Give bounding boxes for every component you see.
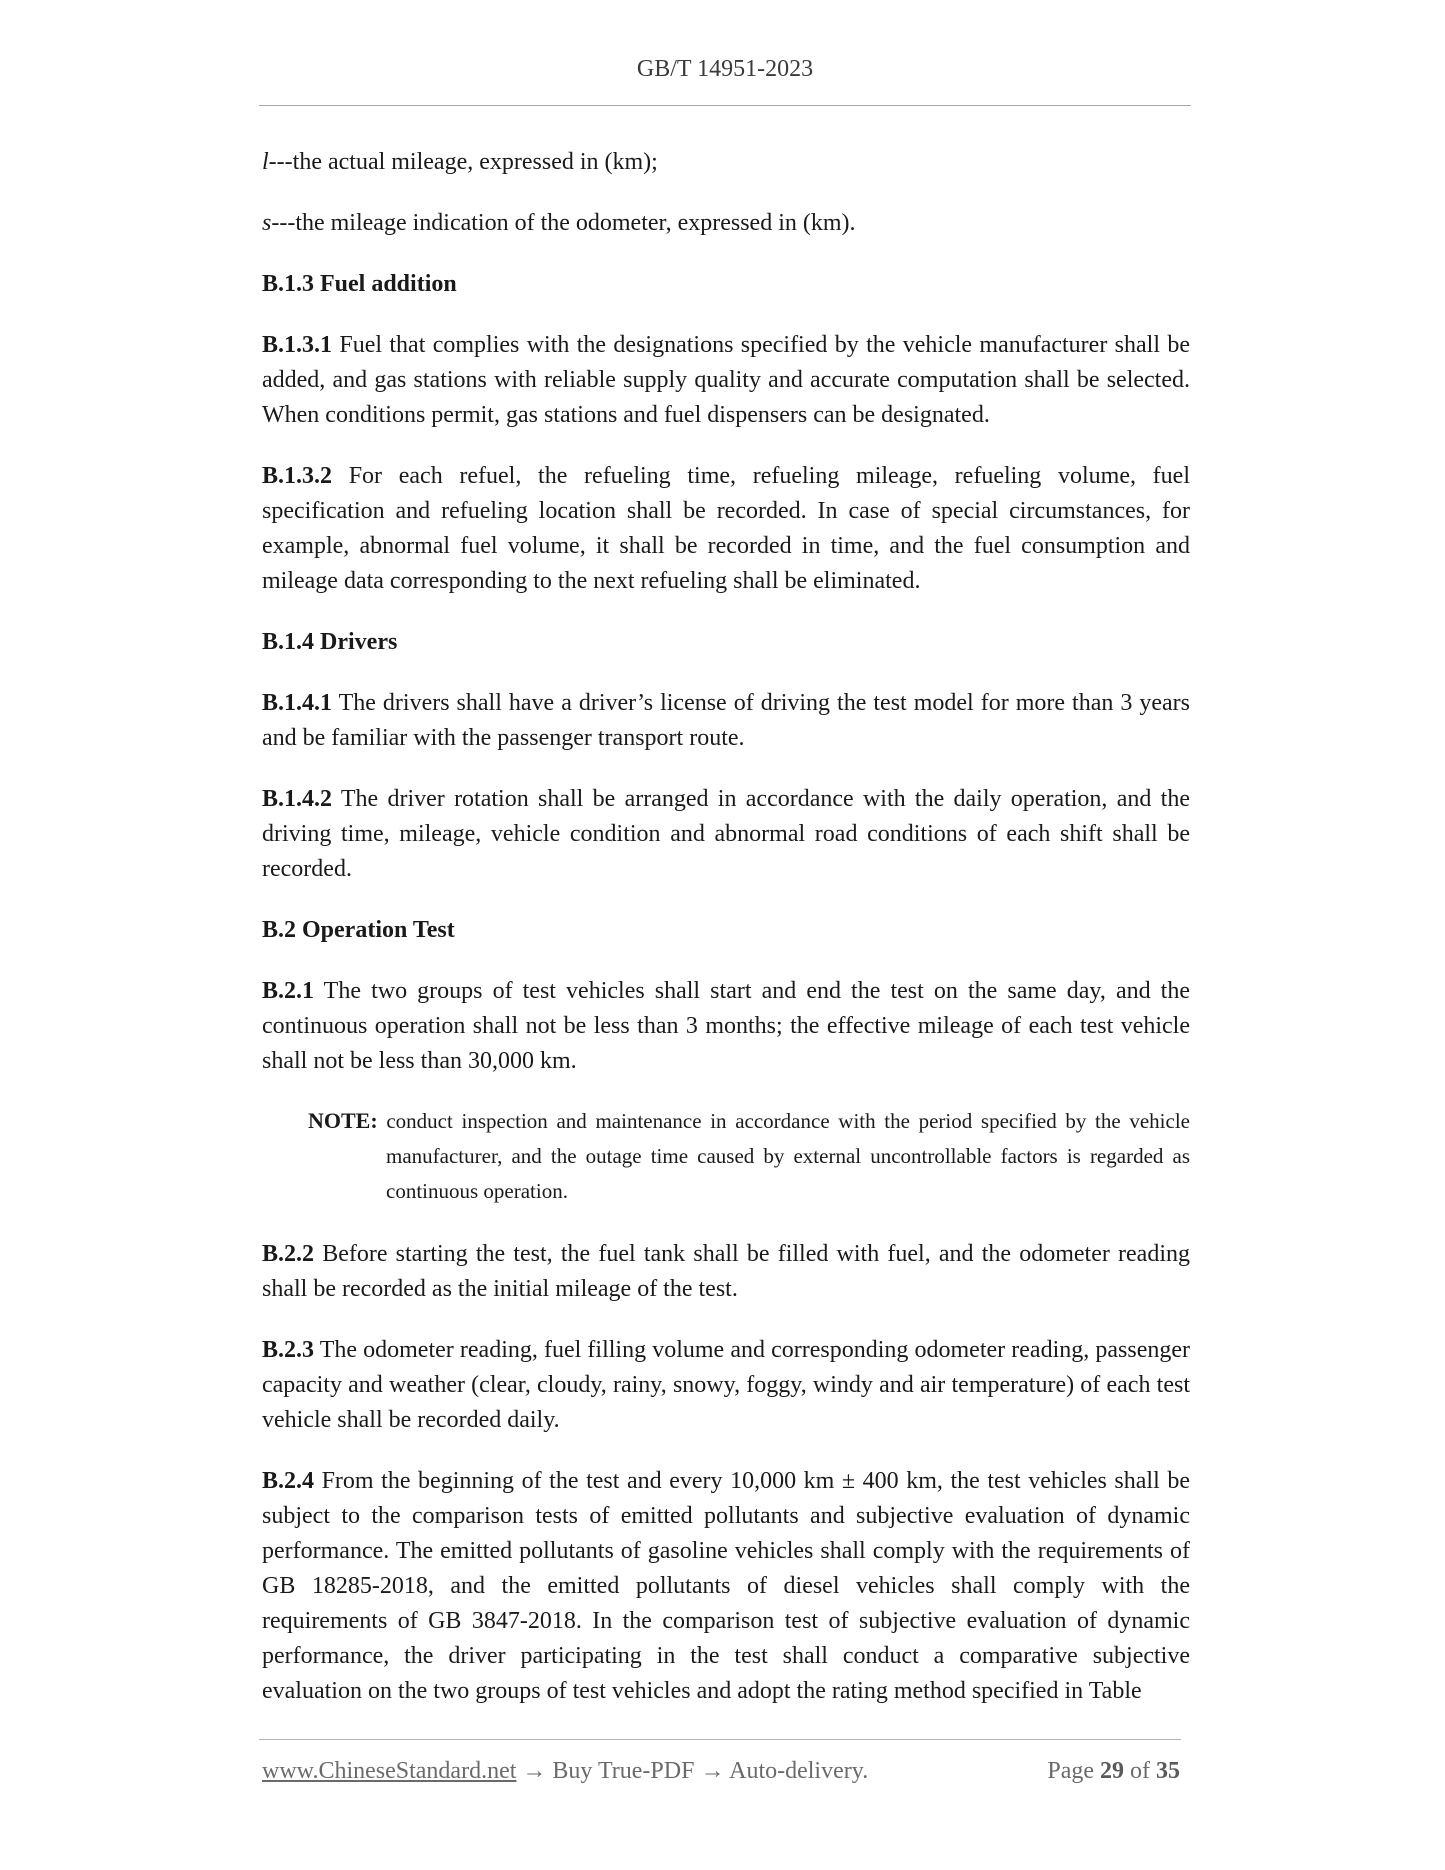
- clause-number: B.2.3: [262, 1337, 315, 1363]
- clause-number: B.1.3.2: [262, 463, 333, 489]
- clause-number: B.2.2: [262, 1241, 315, 1267]
- clause-b24: [262, 1464, 1190, 1709]
- clause-text: Fuel that complies with the designations specified by the vehicle manufacturer shall be added, and gas stations with reliable supply quality and accurate computation shall be selected. When conditions permit, gas stations and fuel dispensers can be designated.: [262, 332, 1190, 428]
- heading-b13: B.1.3 Fuel addition: [262, 271, 457, 297]
- heading-b2: B.2 Operation Test: [262, 917, 455, 943]
- note-label: NOTE:: [308, 1108, 378, 1133]
- heading-b14: B.1.4 Drivers: [262, 629, 398, 655]
- clause-text: For each refuel, the refueling time, refueling mileage, refueling volume, fuel specification and refueling location shall be recorded. In case of special circumstances, for example, abnormal fuel volume, it shall be recorded in time, and the fuel consumption and mileage data corresponding to the next refueling shall be eliminated.: [262, 463, 1190, 594]
- page-indicator: [1047, 1758, 1180, 1785]
- page-word: Page: [1047, 1758, 1100, 1784]
- clause-number: B.2.1: [262, 978, 315, 1004]
- definition-s-text: ---the mileage indication of the odometer, expressed in (km).: [271, 210, 856, 236]
- promo-text: → Buy True-PDF → Auto-delivery.: [516, 1758, 869, 1784]
- symbol-s: s: [262, 210, 272, 236]
- definition-l-text: ---the actual mileage, expressed in (km);: [268, 149, 658, 175]
- footer-promo: [262, 1758, 868, 1785]
- clause-text: The odometer reading, fuel filling volume and corresponding odometer reading, passenger capacity and weather (clear, cloudy, rainy, snowy, foggy, windy and air temperature) of each test vehicle shall be recorded daily.: [262, 1337, 1190, 1433]
- clause-number: B.2.4: [262, 1468, 315, 1494]
- note-text: conduct inspection and maintenance in accordance with the period specified by the vehicle manufacturer, and the outage time caused by external uncontrollable factors is regarded as continuous operation.: [377, 1109, 1190, 1203]
- document-header: GB/T 14951-2023: [636, 56, 814, 82]
- clause-number: B.1.4.2: [262, 786, 333, 812]
- clause-text: From the beginning of the test and every 10,000 km ± 400 km, the test vehicles shall be subject to the comparison tests of emitted pollutants and subjective evaluation of dynamic performance. The emitted pollutants of gasoline vehicles shall comply with the requirements of GB 18285-2018, and the emitted pollutants of diesel vehicles shall comply with the requirements of GB 3847-2018. In the comparison test of subjective evaluation of dynamic performance, the driver participating in the test shall conduct a comparative subjective evaluation on the two groups of test vehicles and adopt the rating method specified in Table: [262, 1468, 1190, 1704]
- definition-s: [262, 206, 1190, 241]
- clause-text: The two groups of test vehicles shall start and end the test on the same day, and the continuous operation shall not be less than 3 months; the effective mileage of each test vehicle shall not be less than 30,000 km.: [262, 978, 1190, 1074]
- clause-text: Before starting the test, the fuel tank shall be filled with fuel, and the odometer reading shall be recorded as the initial mileage of the test.: [262, 1241, 1190, 1302]
- clause-number: B.1.4.1: [262, 690, 333, 716]
- of-word: of: [1124, 1758, 1156, 1784]
- footer-divider: [259, 1739, 1181, 1740]
- page-footer: [262, 1758, 1180, 1785]
- clause-text: The drivers shall have a driver’s license of driving the test model for more than 3 years and be familiar with the passenger transport route.: [262, 690, 1190, 751]
- clause-b142: [262, 782, 1190, 887]
- clause-b21: [262, 974, 1190, 1079]
- clause-b22: [262, 1237, 1190, 1307]
- clause-number: B.1.3.1: [262, 332, 333, 358]
- page-total: 35: [1156, 1758, 1180, 1784]
- clause-b23: [262, 1333, 1190, 1438]
- definition-l: [262, 145, 1190, 180]
- clause-b141: [262, 686, 1190, 756]
- header-divider: [259, 105, 1191, 106]
- clause-b131: [262, 328, 1190, 433]
- clause-text: The driver rotation shall be arranged in accordance with the daily operation, and the driving time, mileage, vehicle condition and abnormal road conditions of each shift shall be recorded.: [262, 786, 1190, 882]
- page-number: 29: [1100, 1758, 1124, 1784]
- site-link[interactable]: www.ChineseStandard.net: [262, 1758, 517, 1784]
- symbol-l: l: [262, 149, 269, 175]
- clause-b132: [262, 459, 1190, 599]
- note-b21: [308, 1103, 1190, 1209]
- document-body: [262, 145, 1190, 1735]
